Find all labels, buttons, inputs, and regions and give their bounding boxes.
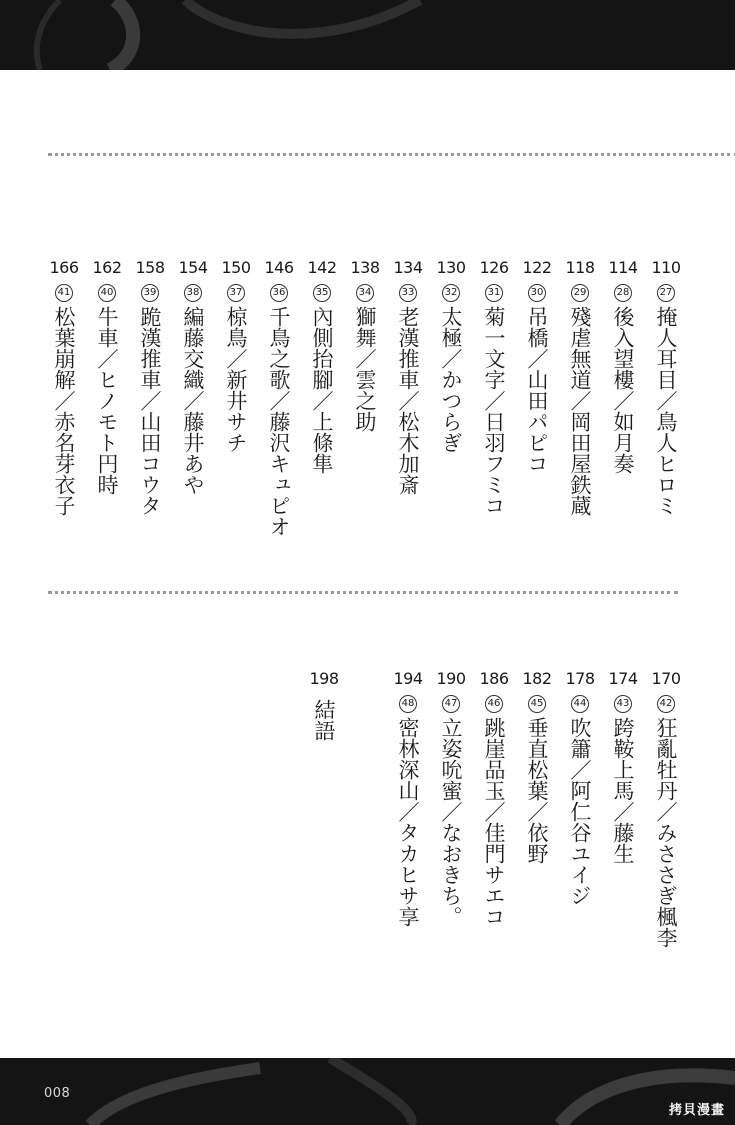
chapter-number-badge: 44 <box>571 695 589 713</box>
page-number-label: 186 <box>479 669 509 688</box>
entry-title: 垂直松葉／依野 <box>525 717 549 864</box>
chapter-number-badge: 27 <box>657 284 675 302</box>
entry-title: 獅舞／雲之助 <box>353 306 377 432</box>
page-number-label: 142 <box>307 258 337 277</box>
chapter-number-badge: 28 <box>614 284 632 302</box>
chapter-number-badge: 31 <box>485 284 503 302</box>
chapter-number-badge: 36 <box>270 284 288 302</box>
entry-title: 牛車／ヒノモト円時 <box>95 306 119 495</box>
entry-title: 殘虐無道／岡田屋鉄蔵 <box>568 306 592 516</box>
page-number-label: 170 <box>651 669 681 688</box>
page-number-label: 134 <box>393 258 423 277</box>
bottom-decorative-band <box>0 1058 735 1125</box>
watermark-text: 拷貝漫畫 <box>668 1103 725 1118</box>
page-number-label: 154 <box>178 258 208 277</box>
chapter-number-badge: 35 <box>313 284 331 302</box>
chapter-number-badge: 32 <box>442 284 460 302</box>
entry-title: 結語 <box>312 699 336 741</box>
dotted-divider-middle <box>48 591 678 594</box>
entry-title: 吹簫／阿仁谷ユイジ <box>568 717 592 906</box>
page-number-label: 126 <box>479 258 509 277</box>
page-number-label: 182 <box>522 669 552 688</box>
page-number-label: 110 <box>651 258 681 277</box>
page-number-label: 114 <box>608 258 638 277</box>
entry-title: 內側抬腳／上條隼 <box>310 306 334 474</box>
page-number-label: 198 <box>309 669 339 688</box>
page-number-label: 138 <box>350 258 380 277</box>
page-number-label: 162 <box>92 258 122 277</box>
entry-title: 菊一文字／日羽フミコ <box>482 306 506 516</box>
page-number-label: 190 <box>436 669 466 688</box>
page-number-label: 174 <box>608 669 638 688</box>
top-decorative-band <box>0 0 735 70</box>
chapter-number-badge: 39 <box>141 284 159 302</box>
entry-title: 椋鳥／新井サチ <box>224 306 248 453</box>
entry-title: 編藤交織／藤井あや <box>181 306 205 495</box>
chapter-number-badge: 37 <box>227 284 245 302</box>
chapter-number-badge: 29 <box>571 284 589 302</box>
entry-title: 吊橋／山田パピコ <box>525 306 549 474</box>
entry-title: 立姿吮蜜／なおきち。 <box>439 717 463 927</box>
swirl-ornament-bottom <box>0 1058 735 1125</box>
entry-title: 跳崖品玉／佳門サエコ <box>482 717 506 927</box>
chapter-number-badge: 45 <box>528 695 546 713</box>
folio-page-number: 008 <box>44 1086 71 1101</box>
chapter-number-badge: 33 <box>399 284 417 302</box>
entry-title: 千鳥之歌／藤沢キュピオ <box>267 306 291 537</box>
entry-title: 密林深山／タカヒサ享 <box>396 717 420 927</box>
page-number-label: 150 <box>221 258 251 277</box>
page-number-label: 146 <box>264 258 294 277</box>
entry-title: 後入望樓／如月奏 <box>611 306 635 474</box>
chapter-number-badge: 41 <box>55 284 73 302</box>
chapter-number-badge: 30 <box>528 284 546 302</box>
page-number-label: 158 <box>135 258 165 277</box>
chapter-number-badge: 42 <box>657 695 675 713</box>
chapter-number-badge: 47 <box>442 695 460 713</box>
entry-title: 跪漢推車／山田コウタ <box>138 306 162 516</box>
entry-title: 狂亂牡丹／みささぎ楓李 <box>654 717 678 948</box>
page-number-label: 166 <box>49 258 79 277</box>
dotted-divider-top <box>48 153 735 156</box>
entry-title: 跨鞍上馬／藤生 <box>611 717 635 864</box>
page-number-label: 178 <box>565 669 595 688</box>
chapter-number-badge: 43 <box>614 695 632 713</box>
chapter-number-badge: 48 <box>399 695 417 713</box>
entry-title: 松葉崩解／赤名芽衣子 <box>52 306 76 516</box>
page-number-label: 122 <box>522 258 552 277</box>
entry-title: 太極／かつらぎ <box>439 306 463 453</box>
chapter-number-badge: 40 <box>98 284 116 302</box>
page-number-label: 130 <box>436 258 466 277</box>
swirl-ornament-top <box>0 0 735 70</box>
page-number-label: 118 <box>565 258 595 277</box>
chapter-number-badge: 46 <box>485 695 503 713</box>
entry-title: 掩人耳目／鳥人ヒロミ <box>654 306 678 516</box>
page-number-label: 194 <box>393 669 423 688</box>
chapter-number-badge: 38 <box>184 284 202 302</box>
entry-title: 老漢推車／松木加斎 <box>396 306 420 495</box>
chapter-number-badge: 34 <box>356 284 374 302</box>
